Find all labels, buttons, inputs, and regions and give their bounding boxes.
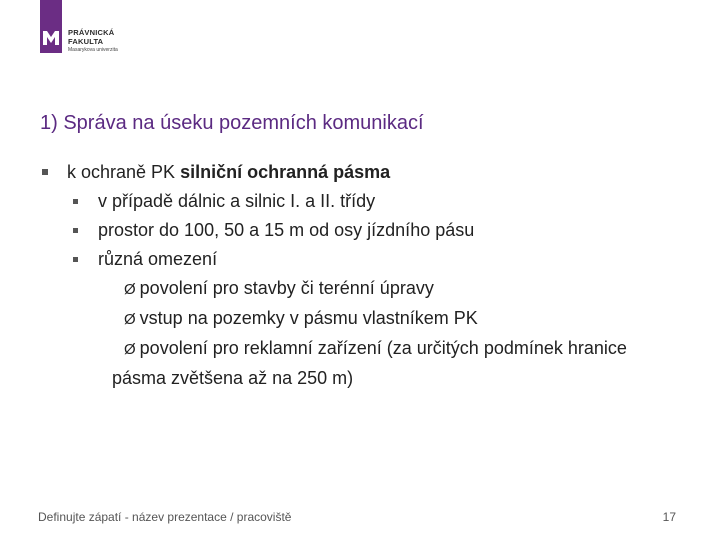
square-bullet-icon bbox=[73, 257, 78, 262]
footer-text: Definujte zápatí - název prezentace / pracoviště bbox=[38, 510, 292, 524]
faculty-logo bbox=[40, 0, 150, 60]
square-bullet-icon bbox=[42, 169, 48, 175]
square-bullet-icon bbox=[73, 199, 78, 204]
restriction-text: vstup na pozemky v pásmu vlastníkem PK bbox=[139, 308, 478, 328]
restriction-text: povolení pro stavby či terénní úpravy bbox=[139, 278, 434, 298]
restriction-text: povolení pro reklamní zařízení (za určitých podmínek hranice pásma zvětšena až na 250 m) bbox=[112, 338, 627, 388]
bullet-level1 bbox=[40, 158, 700, 187]
square-bullet-icon bbox=[73, 228, 78, 233]
bullet-text: k ochraně PK bbox=[67, 162, 181, 182]
restriction-item bbox=[40, 274, 700, 304]
restriction-item bbox=[40, 334, 682, 393]
restriction-item bbox=[40, 304, 700, 334]
bullet-level2 bbox=[40, 216, 700, 245]
bullet-level2 bbox=[40, 187, 700, 216]
university-logo-icon bbox=[40, 0, 62, 53]
slide-content bbox=[40, 158, 700, 393]
logo-text-line3: Masarykova univerzita bbox=[68, 47, 118, 53]
bullet-text: různá omezení bbox=[98, 249, 218, 269]
bullet-level2 bbox=[40, 245, 700, 274]
bullet-emphasis: silniční ochranná pásma bbox=[180, 162, 391, 182]
page-number: 17 bbox=[662, 510, 676, 524]
arrow-bullet-icon: Ø bbox=[124, 281, 136, 298]
logo-text-line1: PRÁVNICKÁ bbox=[68, 28, 115, 37]
logo-text-line2: FAKULTA bbox=[68, 37, 104, 46]
bullet-text: prostor do 100, 50 a 15 m od osy jízdního pásu bbox=[98, 220, 475, 240]
slide-title: 1) Správa na úseku pozemních komunikací bbox=[40, 112, 424, 134]
arrow-bullet-icon: Ø bbox=[124, 341, 136, 358]
bullet-text: v případě dálnic a silnic I. a II. třídy bbox=[98, 191, 376, 211]
arrow-bullet-icon: Ø bbox=[124, 311, 136, 328]
